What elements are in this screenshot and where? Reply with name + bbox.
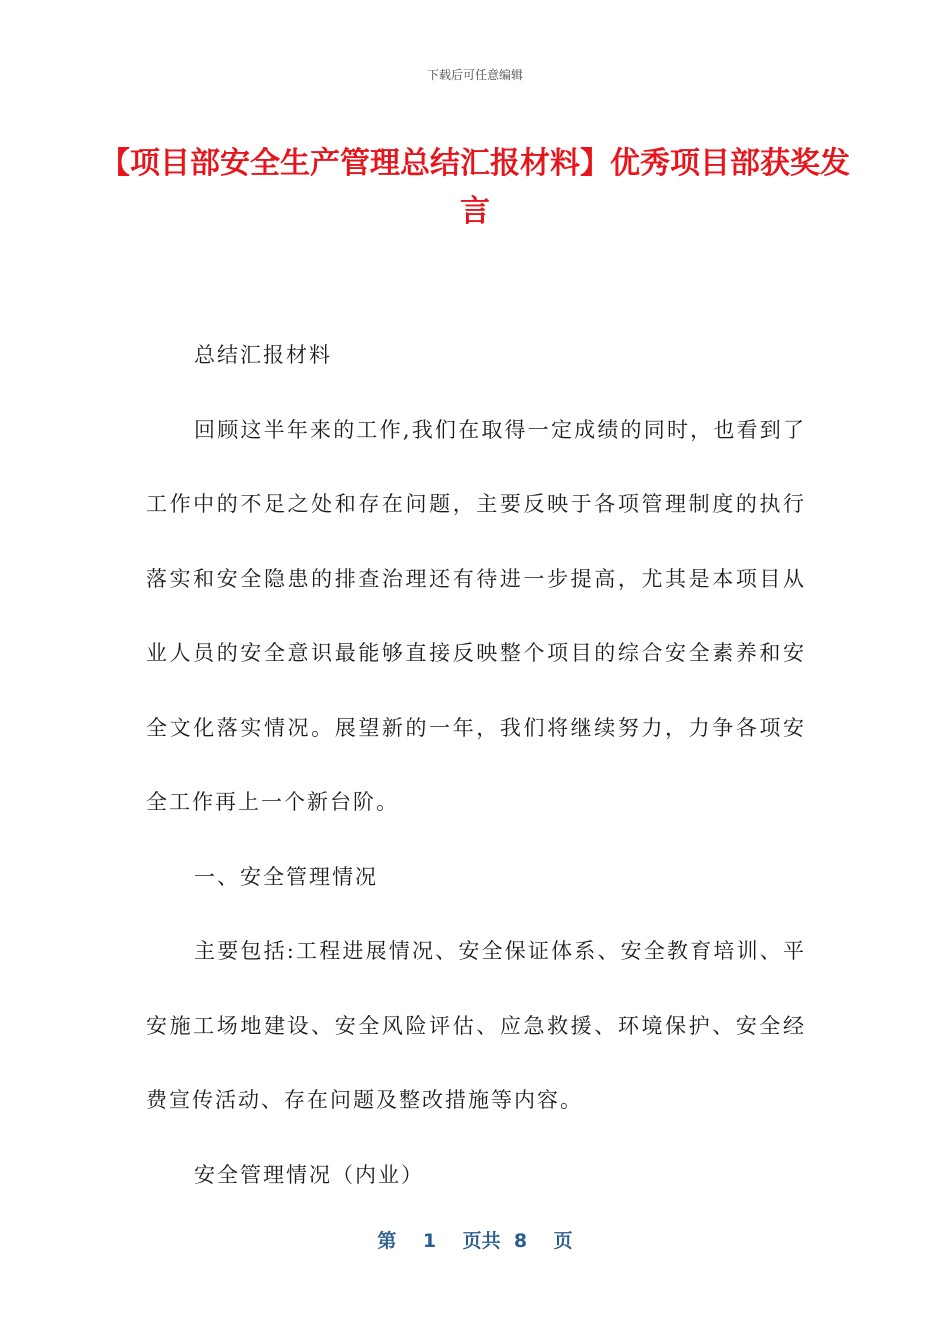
section-heading-summary: 总结汇报材料 — [194, 343, 332, 367]
total-page-number: 8 — [513, 1230, 528, 1252]
section-heading-safety-management: 一、安全管理情况 — [194, 864, 378, 889]
footer-suffix: 页 — [553, 1230, 573, 1252]
document-body — [146, 318, 806, 1212]
header-note: 下载后可任意编辑 — [426, 68, 523, 82]
current-page-number: 1 — [422, 1230, 437, 1252]
footer-mid: 页共 — [462, 1230, 501, 1252]
section-heading-internal: 安全管理情况（内业） — [194, 1162, 424, 1187]
page-footer — [0, 1226, 950, 1253]
document-title: 【项目部安全生产管理总结汇报材料】优秀项目部获奖发言 — [100, 146, 850, 229]
paragraph-main-contents: 主要包括:工程进展情况、安全保证体系、安全教育培训、平安施工场地建设、安全风险评估、应急救援、环境保护、安全经费宣传活动、存在问题及整改措施等内容。 — [146, 939, 806, 1112]
footer-prefix: 第 — [377, 1230, 397, 1252]
paragraph-review: 回顾这半年来的工作,我们在取得一定成绩的同时，也看到了工作中的不足之处和存在问题，主要反映于各项管理制度的执行落实和安全隐患的排查治理还有待进一步提高，尤其是本项目从业人员的安全意识最能够直接反映整个项目的综合安全素养和安全文化落实情况。展望新的一年，我们将继续努力，力争各项安全工作再上一个新台阶。 — [146, 417, 806, 814]
